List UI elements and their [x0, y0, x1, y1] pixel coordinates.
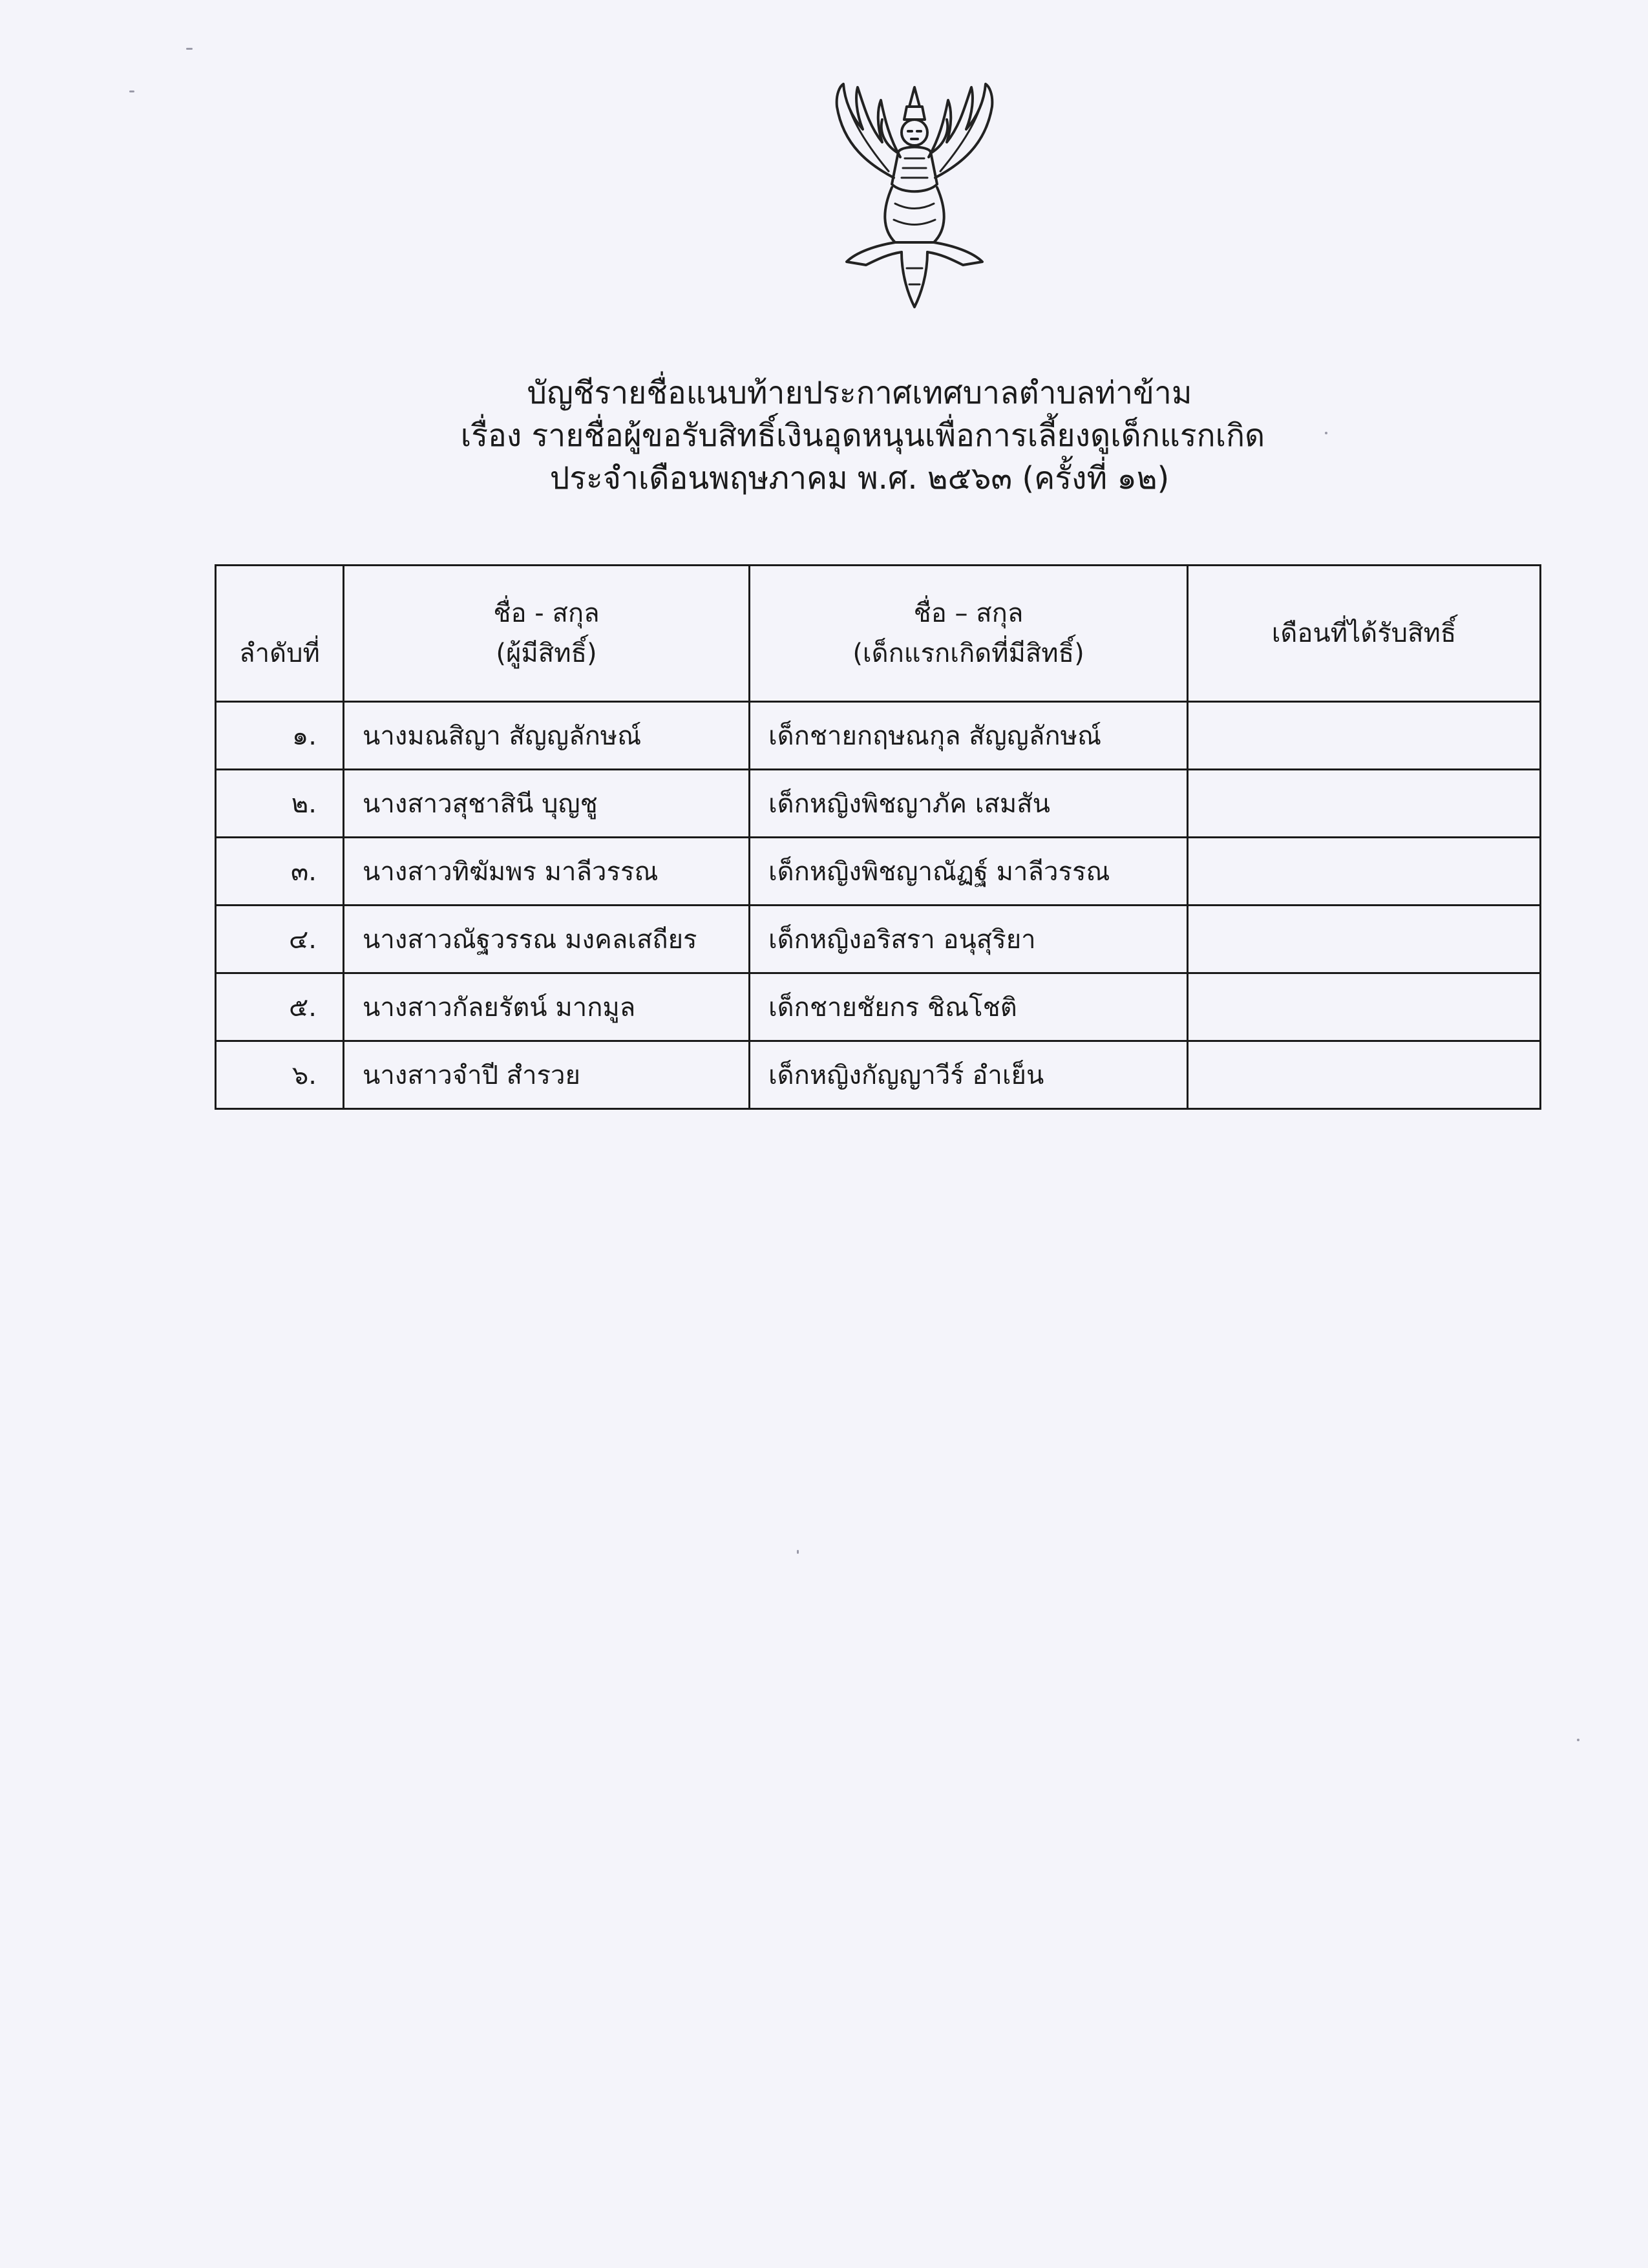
child-name: เด็กหญิงพิชญาณัฏฐ์ มาลีวรรณ: [750, 838, 1188, 906]
beneficiary-table: [215, 564, 1541, 1110]
month-cell: [1188, 1041, 1541, 1109]
table-row: [216, 702, 1541, 770]
table-row: [216, 770, 1541, 838]
scan-speck: [129, 90, 134, 92]
table-row: [216, 906, 1541, 973]
child-name: เด็กชายชัยกร ชิณโชติ: [750, 973, 1188, 1041]
header-month: เดือนที่ได้รับสิทธิ์: [1188, 566, 1541, 702]
parent-name: นางสาวกัลยรัตน์ มากมูล: [344, 973, 750, 1041]
parent-name: นางสาวสุชาสินี บุญชู: [344, 770, 750, 838]
scan-speck: [1577, 1739, 1579, 1741]
table-row: [216, 973, 1541, 1041]
month-cell: [1188, 906, 1541, 973]
month-cell: [1188, 702, 1541, 770]
row-number: ๕.: [216, 973, 344, 1041]
child-name: เด็กชายกฤษณกุล สัญญลักษณ์: [750, 702, 1188, 770]
child-name: เด็กหญิงพิชญาภัค เสมสัน: [750, 770, 1188, 838]
month-cell: [1188, 770, 1541, 838]
row-number: ๒.: [216, 770, 344, 838]
table-row: [216, 838, 1541, 906]
month-cell: [1188, 838, 1541, 906]
title-line-3: ประจำเดือนพฤษภาคม พ.ศ. ๒๕๖๓ (ครั้งที่ ๑๒): [549, 460, 1170, 496]
header-no: ลำดับที่: [216, 566, 344, 702]
scan-speck: [186, 48, 193, 50]
row-number: ๔.: [216, 906, 344, 973]
parent-name: นางสาวจำปี สำรวย: [344, 1041, 750, 1109]
scan-speck: [1325, 432, 1327, 434]
row-number: ๓.: [216, 838, 344, 906]
title-line-2: เรื่อง รายชื่อผู้ขอรับสิทธิ์เงินอุดหนุนเพื่อการเลี้ยงดูเด็กแรกเกิด: [460, 418, 1265, 454]
scan-speck: [797, 1550, 799, 1554]
document-title: [0, 372, 1648, 500]
child-name: เด็กหญิงอริสรา อนุสุริยา: [750, 906, 1188, 973]
header-child: ชื่อ – สกุล (เด็กแรกเกิดที่มีสิทธิ์): [750, 566, 1188, 702]
child-name: เด็กหญิงกัญญาวีร์ อำเย็น: [750, 1041, 1188, 1109]
parent-name: นางสาวทิฆัมพร มาลีวรรณ: [344, 838, 750, 906]
row-number: ๖.: [216, 1041, 344, 1109]
title-line-1: บัญชีรายชื่อแนบท้ายประกาศเทศบาลตำบลท่าข้าม: [527, 375, 1192, 411]
parent-name: นางมณสิญา สัญญลักษณ์: [344, 702, 750, 770]
header-parent: ชื่อ - สกุล (ผู้มีสิทธิ์): [344, 566, 750, 702]
table-row: [216, 1041, 1541, 1109]
garuda-emblem-icon: [818, 81, 1011, 313]
parent-name: นางสาวณัฐวรรณ มงคลเสถียร: [344, 906, 750, 973]
table-header-row: [216, 566, 1541, 702]
row-number: ๑.: [216, 702, 344, 770]
month-cell: [1188, 973, 1541, 1041]
